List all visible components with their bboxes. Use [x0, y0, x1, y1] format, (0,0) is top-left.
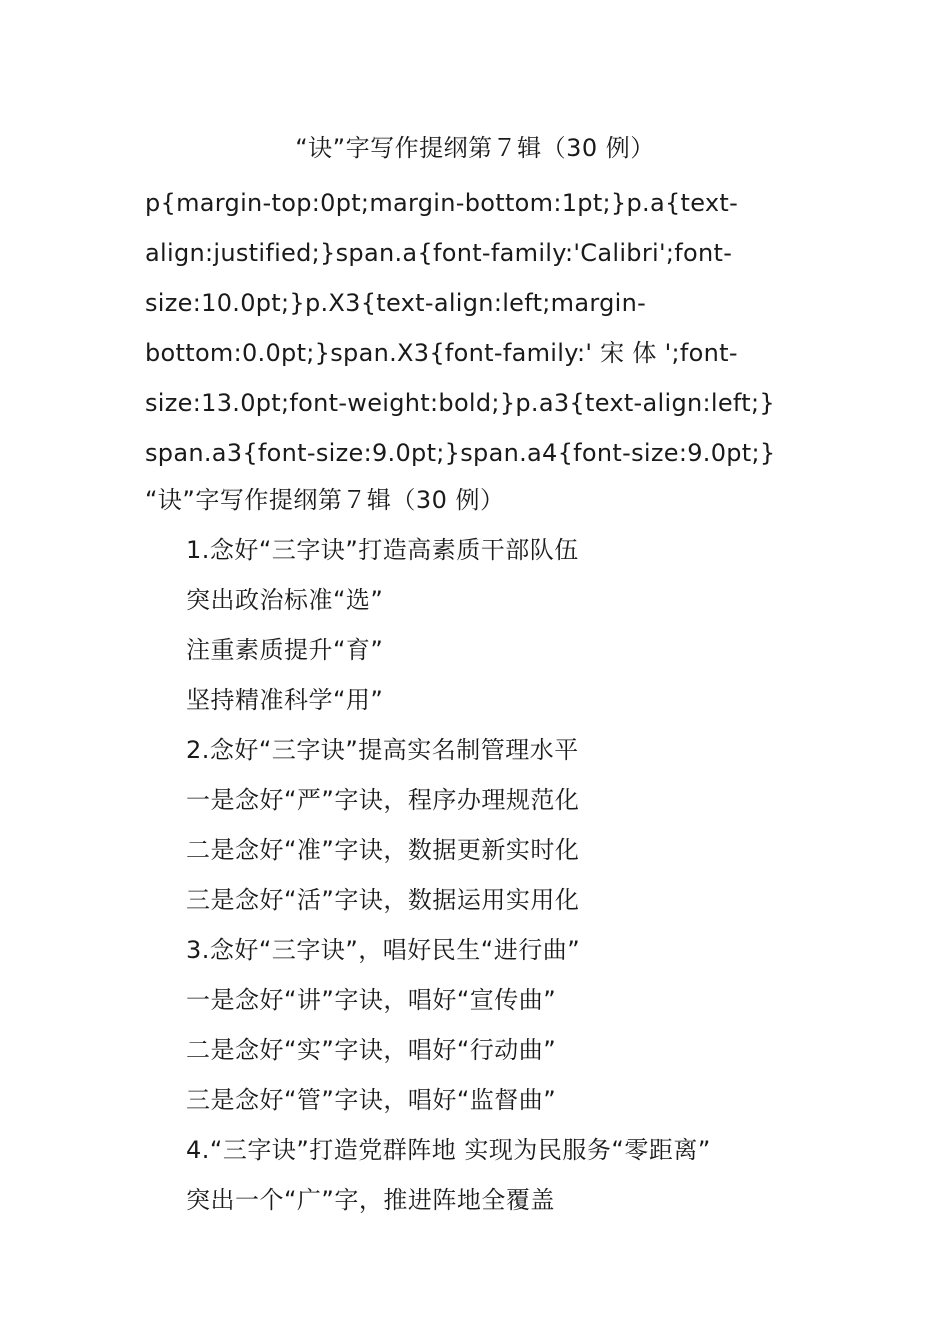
outline-line: 4.“三字诀”打造党群阵地 实现为民服务“零距离”	[186, 1136, 711, 1164]
outline-line: 3.念好“三字诀”，唱好民生“进行曲”	[186, 936, 581, 964]
outline-line: 注重素质提升“育”	[186, 636, 384, 664]
outline-line: 二是念好“实”字诀，唱好“行动曲”	[186, 1036, 557, 1064]
outline-line: 突出一个“广”字，推进阵地全覆盖	[186, 1186, 555, 1214]
outline-line: 三是念好“管”字诀，唱好“监督曲”	[186, 1086, 557, 1114]
css-text-line: span.a3{font-size:9.0pt;}span.a4{font-size:9.0pt;}	[145, 439, 776, 467]
css-text-line: size:10.0pt;}p.X3{text-align:left;margin-	[145, 289, 647, 317]
css-text-line: size:13.0pt;font-weight:bold;}p.a3{text-align:left;}	[145, 389, 775, 417]
css-text-line: align:justified;}span.a{font-family:'Calibri';font-	[145, 239, 733, 267]
outline-line: 2.念好“三字诀”提高实名制管理水平	[186, 736, 579, 764]
outline-line: 一是念好“严”字诀，程序办理规范化	[186, 786, 580, 814]
outline-line: 一是念好“讲”字诀，唱好“宣传曲”	[186, 986, 557, 1014]
outline-line: 1.念好“三字诀”打造高素质干部队伍	[186, 536, 579, 564]
outline-line: 坚持精准科学“用”	[186, 686, 384, 714]
css-text-block	[145, 178, 815, 478]
outline-line: 突出政治标准“选”	[186, 586, 384, 614]
css-text-line: bottom:0.0pt;}span.X3{font-family:' 宋 体 ';font-	[145, 339, 738, 367]
document-body	[145, 475, 845, 1225]
outline-line: 二是念好“准”字诀，数据更新实时化	[186, 836, 580, 864]
document-title: “诀”字写作提纲第７辑（30 例）	[295, 134, 655, 162]
outline-line: 三是念好“活”字诀，数据运用实用化	[186, 886, 580, 914]
section-heading: “诀”字写作提纲第７辑（30 例）	[145, 486, 505, 514]
css-text-line: p{margin-top:0pt;margin-bottom:1pt;}p.a{text-	[145, 189, 739, 217]
